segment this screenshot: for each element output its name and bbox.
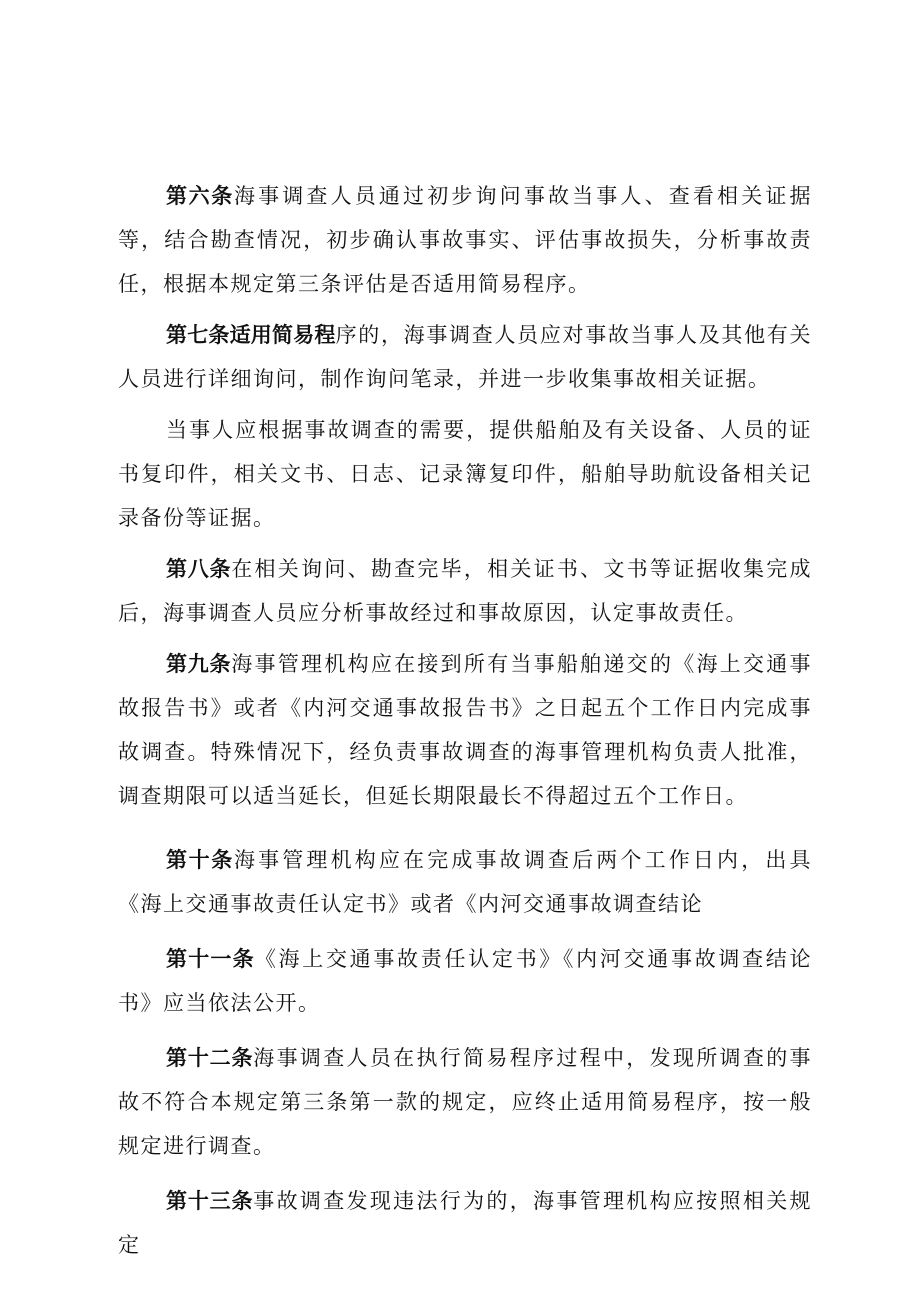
article-9-text: 海事管理机构应在接到所有当事船舶递交的《海上交通事故报告书》或者《内河交通事故报告书》之日起五个工作日内完成事故调查。特殊情况下，经负责事故调查的海事管理机构负责人批准，调查期限可以适当延长，但延长期限最长不得超过五个工作日。 [118, 652, 813, 808]
article-12-paragraph [118, 1036, 812, 1168]
article-8-paragraph [118, 547, 812, 635]
article-6-label: 第六条 [166, 184, 234, 208]
article-10-text: 海事管理机构应在完成事故调查后两个工作日内，出具《海上交通事故责任认定书》或者《内河交通事故调查结论 [118, 848, 813, 916]
article-9-paragraph [118, 642, 812, 818]
article-11-paragraph [118, 937, 812, 1025]
article-8-label: 第八条 [166, 557, 232, 581]
article-7-label: 第七条适用简易程 [166, 323, 336, 347]
article-9-label: 第九条 [166, 652, 232, 676]
article-13-paragraph [118, 1179, 812, 1267]
article-6-paragraph [118, 174, 812, 306]
article-7-text: 序的，海事调查人员应对事故当事人及其他有关人员进行详细询问，制作询问笔录，并进一步收集事故相关证据。 [118, 323, 813, 391]
article-12-label: 第十二条 [166, 1046, 254, 1070]
article-13-label: 第十三条 [166, 1189, 254, 1213]
article-7-continuation-paragraph [118, 408, 812, 540]
article-7-paragraph [118, 313, 812, 401]
article-13-text: 事故调查发现违法行为的，海事管理机构应按照相关规定 [118, 1189, 813, 1257]
article-8-text: 在相关询问、勘查完毕，相关证书、文书等证据收集完成后，海事调查人员应分析事故经过和事故原因，认定事故责任。 [118, 557, 813, 625]
article-10-paragraph [118, 838, 812, 926]
article-7-continuation-text: 当事人应根据事故调查的需要，提供船舶及有关设备、人员的证书复印件，相关文书、日志、记录簿复印件，船舶导助航设备相关记录备份等证据。 [118, 418, 812, 530]
article-10-label: 第十条 [166, 848, 234, 872]
article-6-text: 海事调查人员通过初步询问事故当事人、查看相关证据等，结合勘查情况，初步确认事故事实、评估事故损失，分析事故责任，根据本规定第三条评估是否适用简易程序。 [118, 184, 813, 296]
article-12-text: 海事调查人员在执行简易程序过程中，发现所调查的事故不符合本规定第三条第一款的规定，应终止适用简易程序，按一般规定进行调查。 [118, 1046, 813, 1158]
document-page [118, 174, 812, 1267]
article-11-text: 《海上交通事故责任认定书》《内河交通事故调查结论书》应当依法公开。 [118, 947, 813, 1015]
article-11-label: 第十一条 [166, 947, 255, 971]
